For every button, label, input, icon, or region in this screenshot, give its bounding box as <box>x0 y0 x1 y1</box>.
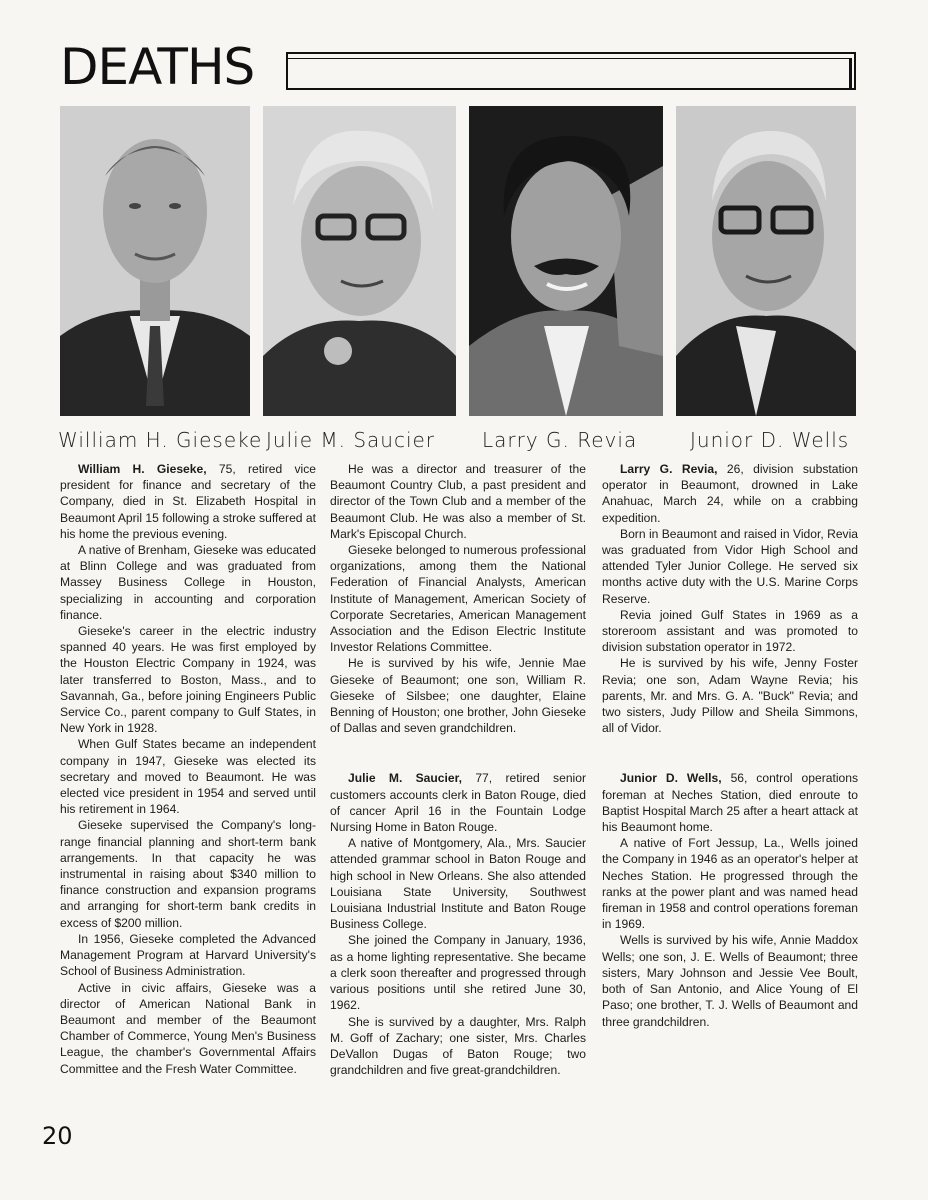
saucier-lead: Julie M. Saucier, 77, retired senior customers accounts clerk in Baton Rouge, died of cancer April 16 in the Fountain Lodge Nursing Home in Baton Rouge. <box>330 771 586 835</box>
saucier-paragraph: A native of Montgomery, Ala., Mrs. Saucier attended grammar school in Baton Rouge and high school in New Orleans. She also attended Louisiana State University, Southwest Louisiana Industrial Institute and Baton Rouge Business College. <box>330 836 586 932</box>
gieseke-paragraph: Gieseke supervised the Company's long-range financial planning and short-term bank arrangements. In that capacity he was instrumental in raising about $340 million to finance construction and expansion programs and arranging for short-term bank credits in excess of $200 million. <box>60 818 316 930</box>
caption-gieseke: William H. Gieseke <box>58 428 263 452</box>
caption-saucier: Julie M. Saucier <box>266 428 436 452</box>
name-captions <box>0 428 928 458</box>
gieseke-paragraph: In 1956, Gieseke completed the Advanced Management Program at Harvard University's School of Business Administration. <box>60 931 316 979</box>
revia-paragraph: Born in Beaumont and raised in Vidor, Revia was graduated from Vidor High School and attended Tyler Junior College. He served six months active duty with the U.S. Marine Corps Reserve. <box>602 526 858 606</box>
gieseke-paragraph: When Gulf States became an independent company in 1947, Gieseke was elected its secretary and moved to Beaumont. He was elected vice president in 1954 and served until his retirement in 1964. <box>60 737 316 817</box>
saucier-paragraph: She is survived by a daughter, Mrs. Ralph M. Goff of Zachary; one sister, Mrs. Charles DeVallon Dugas of Baton Rouge; two grandchildren and five great-grandchildren. <box>330 1014 586 1078</box>
photo-wells <box>676 106 856 416</box>
gieseke-paragraph: Active in civic affairs, Gieseke was a director of American National Bank in Beaumont and member of the Beaumont Chamber of Commerce, Young Men's Business League, the chamber's Governmental Affairs Committee and the Fresh Water Committee. <box>60 980 316 1076</box>
gieseke-paragraph: He was a director and treasurer of the Beaumont Country Club, a past president and director of the Town Club and a member of the Beaumont Club. He was also a member of St. Mark's Episcopal Church. <box>330 462 586 541</box>
saucier-paragraph: She joined the Company in January, 1936, as a home lighting representative. She became a clerk soon thereafter and progressed through various positions until she retired June 30, 1962. <box>330 933 586 1013</box>
column-2 <box>330 461 586 1078</box>
revia-lead: Larry G. Revia, 26, division substation operator in Beaumont, drowned in Lake Anahuac, March 24, while on a crabbing expedition. <box>602 462 858 525</box>
column-3 <box>602 461 858 1030</box>
caption-wells: Junior D. Wells <box>690 428 850 452</box>
column-1 <box>60 461 316 1077</box>
wells-lead: Junior D. Wells, 56, control operations foreman at Neches Station, died enroute to Baptist Hospital March 25 after a heart attack at his Beaumont home. <box>602 771 859 835</box>
page-title: DEATHS <box>60 38 255 96</box>
gieseke-paragraph: Gieseke's career in the electric industry spanned 40 years. He was first employed by the Houston Electric Company in 1924, was later transferred to Boston, Mass., and to Savannah, Ga., before joining Engineers Public Service Co., parent company to Gulf States, in New York in 1928. <box>60 624 316 736</box>
wells-paragraph: A native of Fort Jessup, La., Wells joined the Company in 1946 as an operator's helper at Neches Station. He progressed through the ranks at the power plant and was named head fireman in 1958 and control operations foreman in 1969. <box>602 836 858 932</box>
page-header <box>60 40 860 94</box>
header-rule-box <box>286 52 856 90</box>
gieseke-paragraph: He is survived by his wife, Jennie Mae Gieseke of Beaumont; one son, William R. Gieseke of Silsbee; one daughter, Elaine Benning of Houston; one brother, John Gieseke of Dallas and seven grandchildren. <box>330 656 586 736</box>
photo-saucier <box>263 106 456 416</box>
page-number: 20 <box>42 1122 73 1150</box>
revia-paragraph: He is survived by his wife, Jenny Foster Revia; one son, Adam Wayne Revia; his parents, Mr. and Mrs. G. A. "Buck" Revia; and two sisters, Judy Pillow and Sheila Simmons, all of Vidor. <box>602 656 858 736</box>
revia-paragraph: Revia joined Gulf States in 1969 as a storeroom assistant and was promoted to division substation operator in 1972. <box>602 607 858 655</box>
portrait-woman-glasses-icon <box>263 106 456 416</box>
wells-paragraph: Wells is survived by his wife, Annie Maddox Wells; one son, J. E. Wells of Beaumont; three sisters, Mary Johnson and Jessie Vee Boult, both of San Antonio, and Alice Young of El Paso; one brother, T. J. Wells of Beaumont and three grandchildren. <box>602 933 858 1029</box>
gieseke-paragraph: Gieseke belonged to numerous professional organizations, among them the National Federation of Financial Analysts, American Institute of Management, American Society of Corporate Secretaries, American Management Association and the Edison Electric Institute Investor Relations Committee. <box>330 543 586 655</box>
gieseke-paragraph: A native of Brenham, Gieseke was educated at Blinn College and was graduated from Massey Business College in Houston, specializing in accounting and corporation finance. <box>60 543 316 622</box>
portrait-man-mustache-icon <box>469 106 663 416</box>
gieseke-lead: William H. Gieseke, 75, retired vice president for finance and secretary of the Company, died in St. Elizabeth Hospital in Beaumont April 15 following a stroke suffered at his home the previous evening. <box>60 462 316 541</box>
portrait-man-glasses-icon <box>60 106 250 416</box>
photo-revia <box>469 106 663 416</box>
caption-revia: Larry G. Revia <box>482 428 638 452</box>
photo-gieseke <box>60 106 250 416</box>
portrait-man-glasses-icon <box>676 106 856 416</box>
